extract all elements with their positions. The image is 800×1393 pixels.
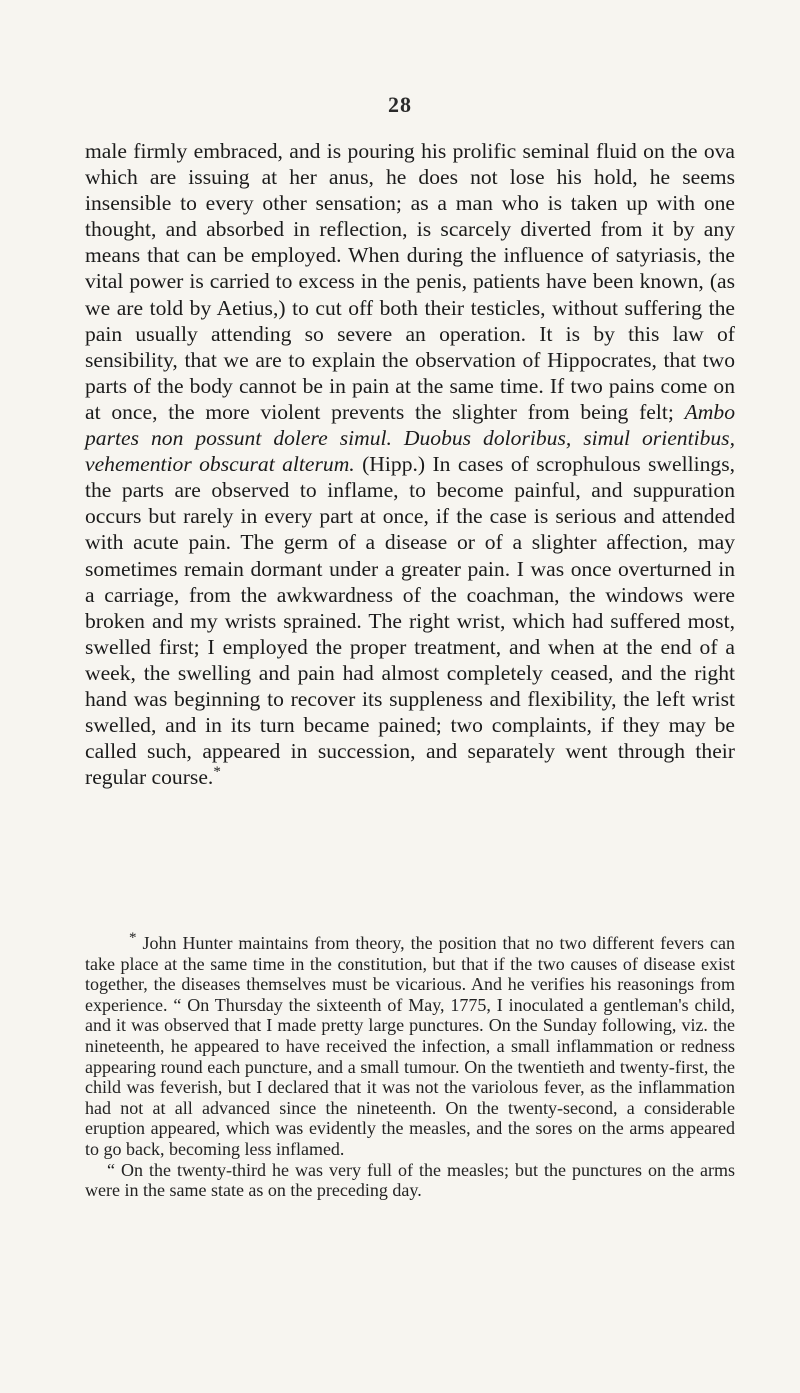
footnote-paragraph: [85, 1160, 735, 1201]
body-text-segment: male firmly embraced, and is pouring his prolific seminal fluid on the ova which are issuing at her anus, he does not lose his hold, he seems insensible to every other sensation; as a man who is taken up with one thought, and absorbed in reflection, is scarcely diverted from it by any means that can be employed. When during the influence of satyriasis, the vital power is carried to excess in the penis, patients have been known, (as we are told by Aetius,) to cut off both their testicles, without suffering the pain usually attending so severe an operation. It is by this law of sensibility, that we are to explain the observation of Hippocrates, that two parts of the body cannot be in pain at the same time. If two pains come on at once, the more violent prevents the slighter from being felt;: [85, 139, 735, 424]
body-text: [85, 138, 735, 790]
footnote-paragraph: * John Hunter maintains from theory, the position that no two different fevers can take place at the same time in the constitution, but that if the two causes of disease exist together, the diseases themselves must be vicarious. And he verifies his reasonings from experience. “ On Thursday the sixteenth of May, 1775, I inoculated a gentleman's child, and it was observed that I made pretty large punctures. On the Sunday following, viz. the nineteenth, he appeared to have received the infection, a small inflammation or redness appearing round each puncture, and a small tumour. On the twentieth and twenty-first, the child was feverish, but I declared that it was not the variolous fever, as the inflammation had not at all advanced since the nineteenth. On the twenty-second, a considerable eruption appeared, which was evidently the measles, and the sores on the arms appeared to go back, becoming less inflamed.: [85, 930, 735, 1159]
footnote-text: John Hunter maintains from theory, the position that no two different fevers can take place at the same time in the constitution, but that if the two causes of disease exist together, the diseases themselves must be vicarious. And he verifies his reasonings from experience. “ On Thursday the sixteenth of May, 1775, I inoculated a gentleman's child, and it was observed that I made pretty large punctures. On the Sunday following, viz. the nineteenth, he appeared to have received the infection, a small inflammation or redness appearing round each puncture, and a small tumour. On the twentieth and twenty-first, the child was feverish, but I declared that it was not the variolous fever, as the inflammation had not at all advanced since the nineteenth. On the twenty-second, a considerable eruption appeared, which was evidently the measles, and the sores on the arms appeared to go back, becoming less inflamed.: [85, 933, 735, 1159]
latin-quotation: Ambo partes non possunt dolere simul. Duobus doloribus, simul orientibus, vehementior obscurat alterum.: [85, 399, 735, 477]
body-text-segment: (Hipp.) In cases of scrophulous swellings, the parts are observed to inflame, to become painful, and suppuration occurs but rarely in every part at once, if the case is serious and attended with acute pain. The germ of a disease or of a slighter affection, may sometimes remain dormant under a greater pain. I was once overturned in a carriage, from the awkwardness of the coachman, the windows were broken and my wrists sprained. The right wrist, which had suffered most, swelled first; I employed the proper treatment, and when at the end of a week, the swelling and pain had almost completely ceased, and the right hand was beginning to recover its suppleness and flexibility, the left wrist swelled, and in its turn became pained; two complaints, if they may be called such, appeared in succession, and separately went through their regular course.: [85, 452, 735, 790]
footnote: [85, 930, 735, 1201]
footnote-text: “ On the twenty-third he was very full of the measles; but the punctures on the arms were in the same state as on the preceding day.: [85, 1159, 735, 1201]
body-paragraph: male firmly embraced, and is pouring his prolific seminal fluid on the ova which are issuing at her anus, he does not lose his hold, he seems insensible to every other sensation; as a man who is taken up with one thought, and absorbed in reflection, is scarcely diverted from it by any means that can be employed. When during the influence of satyriasis, the vital power is carried to excess in the penis, patients have been known, (as we are told by Aetius,) to cut off both their testicles, without suffering the pain usually attending so severe an operation. It is by this law of sensibility, that we are to explain the observation of Hippocrates, that two parts of the body cannot be in pain at the same time. If two pains come on at once, the more violent prevents the slighter from being felt; Ambo partes non possunt dolere simul. Duobus doloribus, simul orientibus, vehementior obscurat alterum. (Hipp.) In cases of scrophulous swellings, the parts are observed to inflame, to become painful, and suppuration occurs but rarely in every part at once, if the case is serious and attended with acute pain. The germ of a disease or of a slighter affection, may sometimes remain dormant under a greater pain. I was once overturned in a carriage, from the awkwardness of the coachman, the windows were broken and my wrists sprained. The right wrist, which had suffered most, swelled first; I employed the proper treatment, and when at the end of a week, the swelling and pain had almost completely ceased, and the right hand was beginning to recover its suppleness and flexibility, the left wrist swelled, and in its turn became pained; two complaints, if they may be called such, appeared in succession, and separately went through their regular course.*: [85, 139, 735, 790]
page-number: 28: [388, 92, 412, 117]
